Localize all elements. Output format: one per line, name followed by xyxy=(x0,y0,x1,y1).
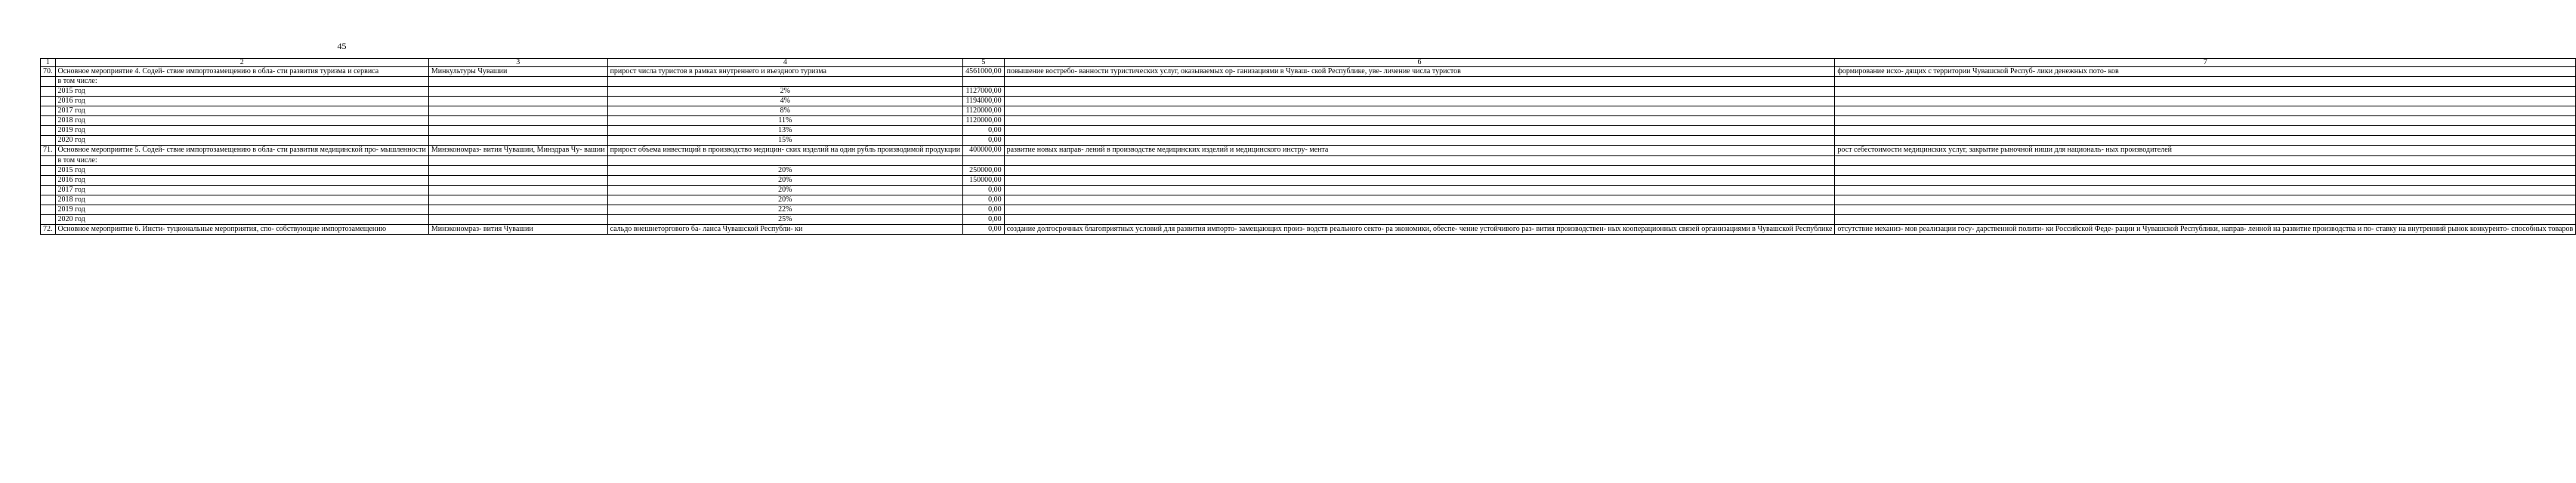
year-amount: 0,00 xyxy=(963,185,1005,195)
year-percent: 20% xyxy=(607,185,963,195)
year-percent: 4% xyxy=(607,97,963,106)
year-row xyxy=(41,195,2576,205)
year-label: 2017 год xyxy=(55,185,428,195)
year-amount: 0,00 xyxy=(963,136,1005,146)
executor: Минкультуры Чувашии xyxy=(428,67,607,77)
year-amount: 0,00 xyxy=(963,126,1005,136)
year-label: 2020 год xyxy=(55,214,428,224)
year-row xyxy=(41,136,2576,146)
activity-row xyxy=(41,146,2576,155)
year-amount: 150000,00 xyxy=(963,175,1005,185)
column-number: 6 xyxy=(1004,59,1835,67)
year-row xyxy=(41,106,2576,116)
year-label: 2020 год xyxy=(55,136,428,146)
column-number: 2 xyxy=(55,59,428,67)
year-amount: 1194000,00 xyxy=(963,97,1005,106)
year-amount: 1120000,00 xyxy=(963,116,1005,126)
expected-result: создание долгосрочных благоприятных условий для развития импорто- замещающих произ- водств реального секто- ра экономики, обеспе- чение устойчивого раз- вития производствен- ных кооперационных связей организациями в Чувашской Республике xyxy=(1004,224,1835,234)
including-row xyxy=(41,155,2576,165)
column-number: 7 xyxy=(1835,59,2576,67)
year-percent: 2% xyxy=(607,87,963,97)
column-number: 4 xyxy=(607,59,963,67)
risk: отсутствие механиз- мов реализации госу- дарственной полити- ки Российской Феде- рации и Чувашской Республики, направ- ленной на развитие производства и по- ставку на внутренний рынок конкуренто- способных товаров xyxy=(1835,224,2576,234)
expected-result: развитие новых направ- лений в производстве медицинских изделий и медицинского инстру- мента xyxy=(1004,146,1835,155)
year-percent: 20% xyxy=(607,175,963,185)
year-percent: 13% xyxy=(607,126,963,136)
year-label: 2015 год xyxy=(55,165,428,175)
indicator: сальдо внешнеторгового ба- ланса Чувашской Республи- ки xyxy=(607,224,963,234)
year-row xyxy=(41,97,2576,106)
year-label: 2016 год xyxy=(55,97,428,106)
year-row xyxy=(41,87,2576,97)
year-percent: 11% xyxy=(607,116,963,126)
activity-row xyxy=(41,67,2576,77)
total-amount: 0,00 xyxy=(963,224,1005,234)
total-amount: 4561000,00 xyxy=(963,67,1005,77)
activity-row xyxy=(41,224,2576,234)
year-percent: 8% xyxy=(607,106,963,116)
activity-name: Основное мероприятие 6. Инсти- туциональные мероприятия, спо- собствующие импортозамещению xyxy=(55,224,428,234)
indicator: прирост числа туристов в рамках внутреннего и въездного туризма xyxy=(607,67,963,77)
year-percent: 15% xyxy=(607,136,963,146)
total-amount: 400000,00 xyxy=(963,146,1005,155)
executor: Минэкономраз- вития Чувашии xyxy=(428,224,607,234)
year-row xyxy=(41,205,2576,214)
year-percent: 22% xyxy=(607,205,963,214)
year-row xyxy=(41,175,2576,185)
expected-result: повышение востребо- ванности туристических услуг, оказываемых ор- ганизациями в Чуваш- ской Республике, уве- личение числа туристов xyxy=(1004,67,1835,77)
year-label: 2018 год xyxy=(55,195,428,205)
activities-table xyxy=(40,58,2576,235)
year-label: 2016 год xyxy=(55,175,428,185)
row-number: 72. xyxy=(41,224,56,234)
year-row xyxy=(41,126,2576,136)
year-amount: 0,00 xyxy=(963,205,1005,214)
year-amount: 250000,00 xyxy=(963,165,1005,175)
year-row xyxy=(41,214,2576,224)
activity-name: Основное мероприятие 5. Содей- ствие импортозамещению в обла- сти развития медицинской про- мышленности xyxy=(55,146,428,155)
year-percent: 20% xyxy=(607,165,963,175)
year-label: 2019 год xyxy=(55,126,428,136)
year-amount: 0,00 xyxy=(963,214,1005,224)
column-number: 1 xyxy=(41,59,56,67)
row-number: 70. xyxy=(41,67,56,77)
year-amount: 1127000,00 xyxy=(963,87,1005,97)
including-label: в том числе: xyxy=(55,77,428,87)
including-row xyxy=(41,77,2576,87)
year-percent: 25% xyxy=(607,214,963,224)
including-label: в том числе: xyxy=(55,155,428,165)
column-number: 3 xyxy=(428,59,607,67)
risk: рост себестоимости медицинских услуг, закрытие рыночной ниши для националь- ных производителей xyxy=(1835,146,2576,155)
year-amount: 0,00 xyxy=(963,195,1005,205)
year-row xyxy=(41,185,2576,195)
year-label: 2017 год xyxy=(55,106,428,116)
row-number: 71. xyxy=(41,146,56,155)
year-label: 2015 год xyxy=(55,87,428,97)
year-label: 2019 год xyxy=(55,205,428,214)
year-label: 2018 год xyxy=(55,116,428,126)
indicator: прирост объема инвестиций в производство медицин- ских изделий на один рубль производимой продукции xyxy=(607,146,963,155)
year-amount: 1120000,00 xyxy=(963,106,1005,116)
year-percent: 20% xyxy=(607,195,963,205)
executor: Минэкономраз- вития Чувашии, Минздрав Чу- вашии xyxy=(428,146,607,155)
page-number: 45 xyxy=(337,41,347,51)
year-row xyxy=(41,116,2576,126)
column-number-row xyxy=(41,59,2576,67)
column-number: 5 xyxy=(963,59,1005,67)
activity-name: Основное мероприятие 4. Содей- ствие импортозамещению в обла- сти развития туризма и сервиса xyxy=(55,67,428,77)
risk: формирование исхо- дящих с территории Чувашской Респуб- лики денежных пото- ков xyxy=(1835,67,2576,77)
year-row xyxy=(41,165,2576,175)
